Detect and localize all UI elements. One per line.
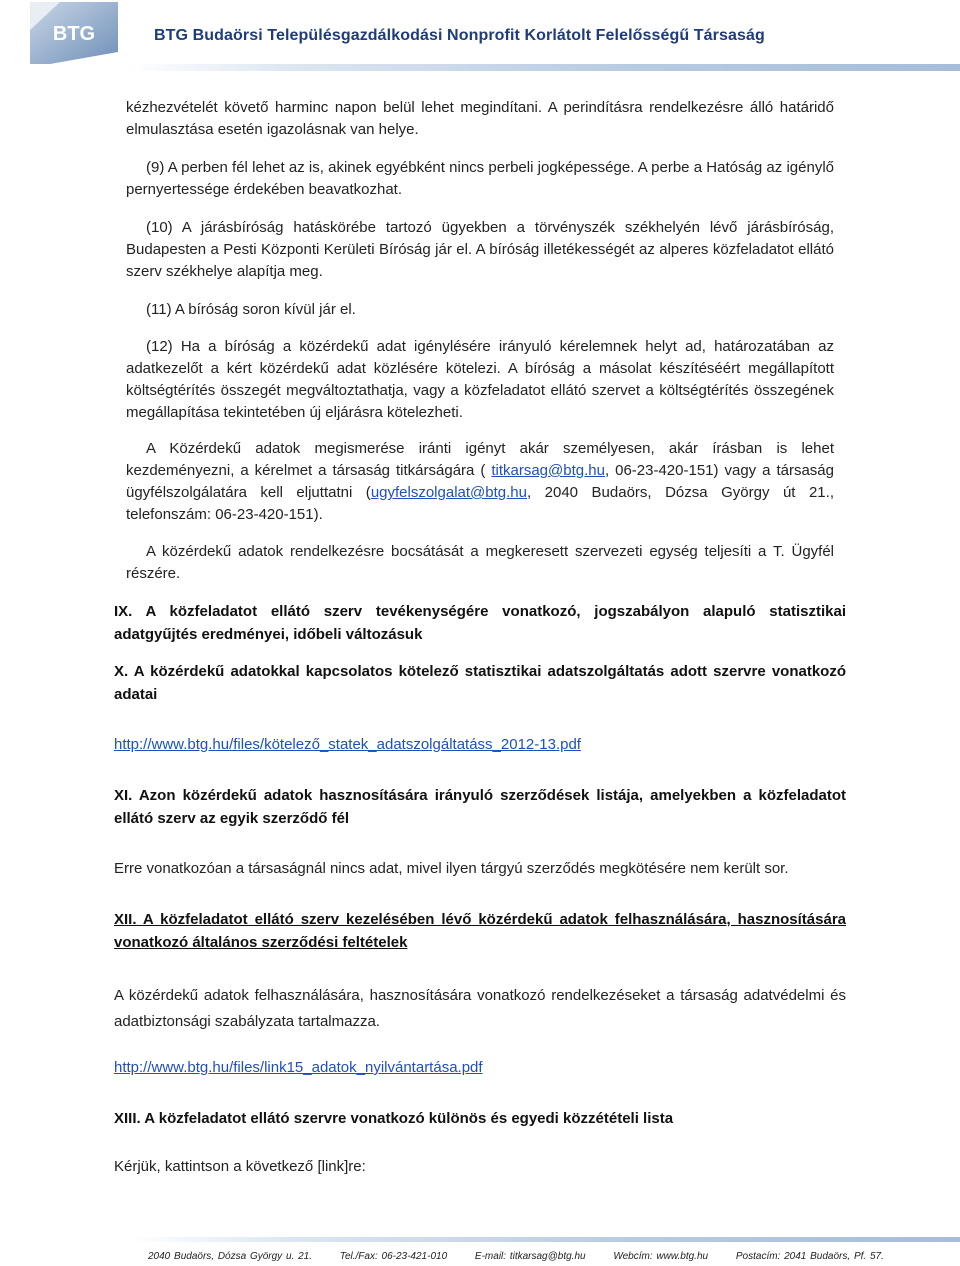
request-text-b: , 06-23-420-151) vagy a társaság ügyfélszolgálatára kell eljuttatni ( bbox=[126, 462, 834, 501]
section-x-heading: X. A közérdekű adatokkal kapcsolatos kötelező statisztikai adatszolgáltatás adott szervre vonatkozó adatai bbox=[114, 663, 846, 703]
request-text-a: A Közérdekű adatok megismerése iránti igényt akár személyesen, akár írásban is lehet kezdeményezni, a kérelmet a társaság titkárságára ( bbox=[126, 440, 834, 479]
section-xi-text: Erre vonatkozóan a társaságnál nincs adat, mivel ilyen tárgyú szerződés megkötésére nem került sor. bbox=[114, 860, 789, 877]
paragraph-11: (11) A bíróság soron kívül jár el. bbox=[146, 301, 356, 318]
section-xii-text: A közérdekű adatok felhasználására, hasznosítására vonatkozó rendelkezéseket a társaság adatvédelmi és adatbiztonsági szabályzata tartalmazza. bbox=[114, 987, 846, 1030]
secretariat-email-link[interactable]: titkarsag@btg.hu bbox=[491, 462, 605, 479]
footer-email: E-mail: titkarsag@btg.hu bbox=[474, 1251, 586, 1262]
fulfillment-paragraph: A közérdekű adatok rendelkezésre bocsátását a megkeresett szervezeti egység teljesíti a T. Ügyfél részére. bbox=[126, 543, 834, 582]
footer-address: 2040 Budaörs, Dózsa György u. 21. bbox=[148, 1251, 312, 1262]
footer-postal: Postacím: 2041 Budaörs, Pf. 57. bbox=[735, 1251, 884, 1262]
footer-telfax: Tel./Fax: 06-23-421-010 bbox=[339, 1251, 448, 1262]
company-title: BTG Budaörsi Településgazdálkodási Nonprofit Korlátolt Felelősségű Társaság bbox=[154, 27, 765, 44]
request-info-paragraph bbox=[126, 438, 834, 526]
request-text-c: , 2040 Budaörs, Dózsa György út 21., telefonszám: 06-23-420-151). bbox=[126, 484, 834, 523]
paragraph-12: (12) Ha a bíróság a közérdekű adat igénylésére irányuló kérelemnek helyt ad, határozatában az adatkezelőt a kért közérdekű adat közlésére kötelezi. A bíróság a másolat készítéséért megállapított költségtérítés összegét megváltoztathatja, vagy a közfeladatot ellátó szervet a költségtérítés összegének megállapítása tekintetében új eljárásra kötelezheti. bbox=[126, 338, 834, 421]
customer-service-email-link[interactable]: ugyfelszolgalat@btg.hu bbox=[370, 484, 527, 501]
footer-divider bbox=[128, 1237, 960, 1242]
section-ix-heading: IX. A közfeladatot ellátó szerv tevékenységére vonatkozó, jogszabályon alapuló statisztikai adatgyűjtés eredményei, időbeli változásuk bbox=[114, 603, 846, 643]
section-xiii-heading: XIII. A közfeladatot ellátó szervre vonatkozó különös és egyedi közzétételi lista bbox=[114, 1110, 674, 1127]
header-divider bbox=[128, 64, 960, 71]
records-pdf-link-wrap bbox=[114, 1057, 854, 1079]
statistics-pdf-link-wrap bbox=[114, 734, 854, 756]
section-xii-heading: XII. A közfeladatot ellátó szerv kezelésében lévő közérdekű adatok felhasználására, hasznosítására vonatkozó általános szerződési feltételek bbox=[114, 911, 846, 951]
section-xiii-text: Kérjük, kattintson a következő [link]re: bbox=[114, 1158, 366, 1175]
records-pdf-link[interactable]: http://www.btg.hu/files/link15_adatok_nyilvántartása.pdf bbox=[114, 1059, 483, 1076]
logo-text: BTG bbox=[52, 23, 96, 45]
paragraph-8-continued: kézhezvételét követő harminc napon belül lehet megindítani. A perindításra rendelkezésre álló határidő elmulasztása esetén igazolásnak van helye. bbox=[126, 99, 834, 138]
footer-web: Webcím: www.btg.hu bbox=[613, 1251, 709, 1262]
section-xi-heading: XI. Azon közérdekű adatok hasznosítására irányuló szerződések listája, amelyekben a közfeladatot ellátó szerv az egyik szerződő fél bbox=[114, 787, 846, 827]
paragraph-9: (9) A perben fél lehet az is, akinek egyébként nincs perbeli jogképessége. A perbe a Hatóság az igénylő pernyertessége érdekében beavatkozhat. bbox=[126, 159, 834, 198]
paragraph-10: (10) A járásbíróság hatáskörébe tartozó ügyekben a törvényszék székhelyén lévő járásbíróság, Budapesten a Pesti Központi Kerületi Bíróság jár el. A bíróság illetékességét az alperes közfeladatot ellátó szerv székhelye alapítja meg. bbox=[126, 219, 834, 280]
page-footer bbox=[148, 1251, 908, 1262]
btg-logo bbox=[30, 2, 118, 64]
statistics-pdf-link[interactable]: http://www.btg.hu/files/kötelező_statek_adatszolgáltatáss_2012-13.pdf bbox=[114, 736, 581, 753]
page-header bbox=[0, 0, 960, 78]
